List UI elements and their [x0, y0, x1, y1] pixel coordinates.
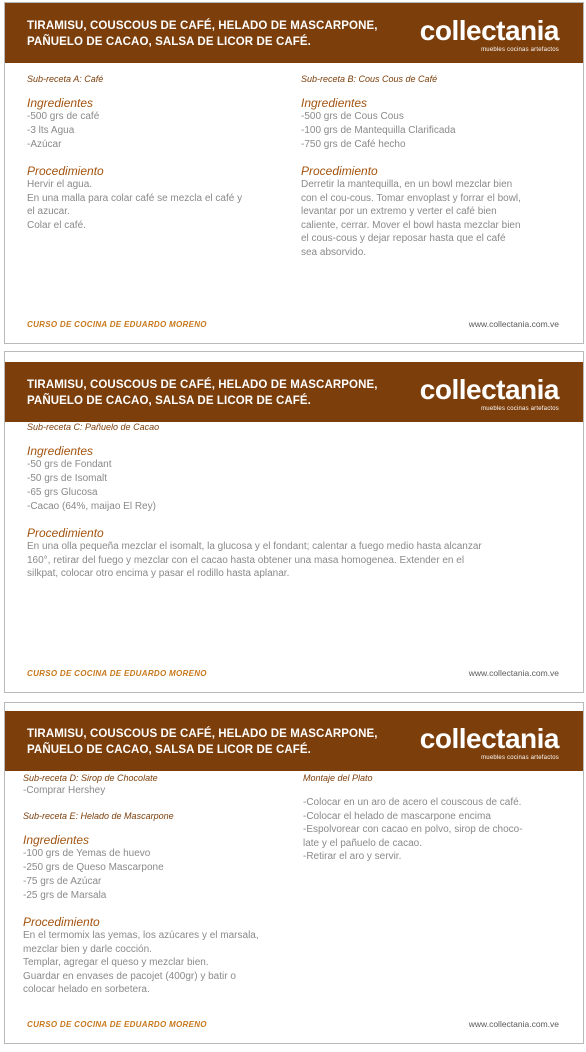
ingredient-line: -65 grs Glucosa: [27, 487, 98, 498]
procedure-line: caliente, cerrar. Mover el bowl hasta mezclar bien: [301, 219, 521, 231]
collectania-logo: [409, 375, 559, 415]
procedure-line: el azucar.: [27, 206, 70, 217]
ingredient-line: -75 grs de Azúcar: [23, 876, 102, 887]
logo-wordmark: collectania: [419, 374, 559, 405]
plating-title: Montaje del Plato: [303, 773, 373, 783]
course-footer: CURSO DE COCINA DE EDUARDO MORENO: [27, 1020, 207, 1029]
logo-tagline: muebles cocinas artefactos: [481, 406, 559, 412]
subrecipe-a-title: Sub-receta A: Café: [27, 74, 104, 84]
procedure-heading: Procedimiento: [27, 526, 104, 540]
procedure-heading: Procedimiento: [301, 164, 378, 178]
procedure-line: 160°, retirar del fuego y mezclar con el cacao hasta obtener una masa homogenea. Extender en el: [27, 554, 465, 566]
course-footer: CURSO DE COCINA DE EDUARDO MORENO: [27, 320, 207, 329]
logo-wordmark: collectania: [419, 723, 559, 754]
subrecipe-d-title: Sub-receta D: Sirop de Chocolate: [23, 773, 158, 783]
header-title: [27, 377, 378, 409]
recipe-card-2: [4, 351, 584, 693]
left-column: [23, 772, 291, 997]
logo-wordmark: collectania: [419, 15, 559, 46]
procedure-line: el cous-cous y dejar reposar hasta que el café: [301, 233, 506, 244]
subrecipe-a: [27, 73, 287, 232]
ingredient-line: -Azúcar: [27, 139, 62, 150]
ingredient-line: -500 grs de Cous Cous: [301, 111, 404, 122]
ingredients-heading: Ingredientes: [23, 833, 90, 847]
procedure-line: con el cou-cous. Tomar envoplast y forrar el bowl,: [301, 192, 521, 204]
procedure-line: En una malla para colar café se mezcla el café y: [27, 192, 243, 204]
procedure-line: Guardar en envases de pacojet (400gr) y batir o: [23, 970, 236, 982]
ingredient-line: -3 lts Agua: [27, 125, 75, 136]
subrecipe-c: [27, 421, 572, 581]
procedure-line: silkpat, colocar otro encima y pasar el rodillo hasta aplanar.: [27, 568, 290, 579]
website-link[interactable]: www.collectania.com.ve: [468, 1019, 559, 1029]
plating-line: -Colocar en un aro de acero el couscous de café.: [303, 797, 522, 808]
logo-tagline: muebles cocinas artefactos: [481, 47, 559, 53]
ingredients-heading: Ingredientes: [301, 96, 368, 110]
plating-line: -Espolvorear con cacao en polvo, sirop de choco-: [303, 824, 523, 835]
plating-line: -Colocar el helado de mascarpone encima: [303, 810, 491, 822]
subrecipe-b-title: Sub-receta B: Cous Cous de Café: [301, 74, 438, 84]
plating-line: -Retirar el aro y servir.: [303, 851, 402, 862]
website-link[interactable]: www.collectania.com.ve: [468, 668, 559, 678]
procedure-line: colocar helado en sorbetera.: [23, 984, 150, 995]
header-title-line-2: PAÑUELO DE CACAO, SALSA DE LICOR DE CAFÉ.: [27, 395, 311, 407]
procedure-line: En el termomix las yemas, los azúcares y el marsala,: [23, 930, 259, 941]
ingredient-line: -250 grs de Queso Mascarpone: [23, 862, 164, 873]
subrecipe-d-line: -Comprar Hershey: [23, 785, 106, 796]
header-title-line-1: TIRAMISU, COUSCOUS DE CAFÉ, HELADO DE MASCARPONE,: [27, 20, 378, 32]
ingredient-line: -50 grs de Fondant: [27, 459, 112, 470]
subrecipe-b: [301, 73, 571, 259]
ingredient-line: -Cacao (64%, maijao El Rey): [27, 501, 156, 512]
procedure-line: En una olla pequeña mezclar el isomalt, la glucosa y el fondant; calentar a fuego medio hasta alcanzar: [27, 541, 482, 552]
procedure-line: levantar por un extremo y verter el café bien: [301, 206, 497, 217]
procedure-line: Hervir el agua.: [27, 179, 93, 190]
ingredient-line: -100 grs de Yemas de huevo: [23, 848, 151, 859]
plating-column: [303, 772, 571, 864]
ingredient-line: -100 grs de Mantequilla Clarificada: [301, 125, 456, 136]
procedure-line: Templar, agregar el queso y mezclar bien.: [23, 957, 209, 968]
recipe-card-1: [4, 2, 584, 344]
header-title: [27, 726, 378, 758]
ingredients-heading: Ingredientes: [27, 96, 94, 110]
ingredient-line: -50 grs de Isomalt: [27, 473, 108, 484]
ingredient-line: -500 grs de café: [27, 111, 100, 122]
subrecipe-e-title: Sub-receta E: Helado de Mascarpone: [23, 811, 174, 821]
recipe-card-3: [4, 702, 584, 1044]
card-header: [5, 362, 583, 422]
procedure-heading: Procedimiento: [23, 915, 100, 929]
card-header: [5, 711, 583, 771]
logo-tagline: muebles cocinas artefactos: [481, 755, 559, 761]
collectania-logo: [409, 16, 559, 56]
procedure-heading: Procedimiento: [27, 164, 104, 178]
header-title: [27, 18, 378, 50]
procedure-line: mezclar bien y darle cocción.: [23, 943, 152, 955]
subrecipe-c-title: Sub-receta C: Pañuelo de Cacao: [27, 422, 160, 432]
card-header: [5, 3, 583, 63]
header-title-line-2: PAÑUELO DE CACAO, SALSA DE LICOR DE CAFÉ.: [27, 36, 311, 48]
plating-line: late y el pañuelo de cacao.: [303, 837, 422, 849]
ingredient-line: -750 grs de Café hecho: [301, 139, 406, 150]
ingredients-heading: Ingredientes: [27, 444, 94, 458]
header-title-line-2: PAÑUELO DE CACAO, SALSA DE LICOR DE CAFÉ.: [27, 744, 311, 756]
collectania-logo: [409, 724, 559, 764]
course-footer: CURSO DE COCINA DE EDUARDO MORENO: [27, 669, 207, 678]
website-link[interactable]: www.collectania.com.ve: [468, 319, 559, 329]
header-title-line-1: TIRAMISU, COUSCOUS DE CAFÉ, HELADO DE MASCARPONE,: [27, 379, 378, 391]
header-title-line-1: TIRAMISU, COUSCOUS DE CAFÉ, HELADO DE MASCARPONE,: [27, 728, 378, 740]
procedure-line: sea absorvido.: [301, 246, 367, 258]
procedure-line: Colar el café.: [27, 219, 86, 231]
ingredient-line: -25 grs de Marsala: [23, 890, 107, 901]
procedure-line: Derretir la mantequilla, en un bowl mezclar bien: [301, 179, 513, 190]
